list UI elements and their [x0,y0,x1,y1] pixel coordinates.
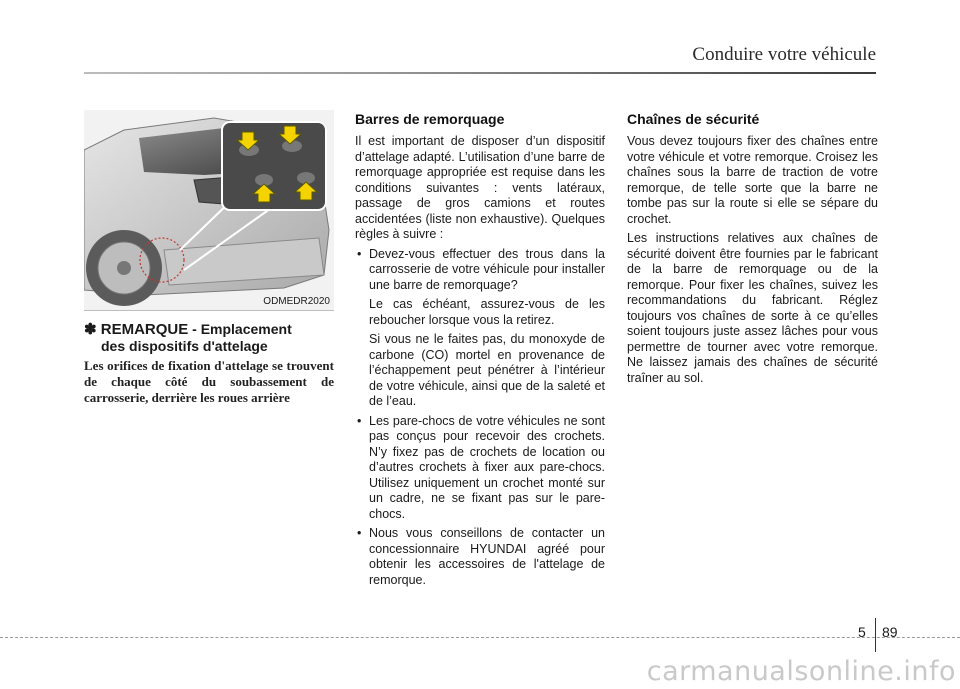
list-item [355,247,605,410]
column-right [627,110,878,390]
list-item-text: Nous vous conseillons de contacter un concessionnaire HYUNDAI agréé pour obtenir les accessoires de l'attelage de remorque. [369,526,605,587]
page-number-separator [875,618,876,652]
list-item-text: Devez-vous effectuer des trous dans la carrosserie de votre véhicule pour installer une barre de remorquage? [369,246,605,292]
list-item [355,526,605,588]
watermark: carmanualsonline.info [646,656,956,687]
column-left [84,110,334,406]
remark-title-line2: des dispositifs d'attelage [101,338,268,354]
column-middle [355,110,605,592]
barres-list [355,247,605,589]
chapter-number: 5 [858,624,866,640]
list-item-text: Les pare-chocs de votre véhicules ne sont pas conçus pour recevoir des crochets. N’y fixez pas de crochets de location ou d’autres crochets à fixer aux pare-chocs. Utilisez uniquement un crochet monté sur un cadre, ne se fixant pas sur le pare-chocs. [369,413,605,521]
car-rear-drawing [84,110,334,310]
bullet-icon: • [357,413,362,428]
bullet-icon: • [357,526,362,540]
remark-title [84,321,334,355]
page-number: 89 [882,624,898,640]
bullet-icon: • [357,246,362,261]
list-item-continuation: Le cas échéant, assurez-vous de les reboucher lorsque vous la retirez. [369,297,605,327]
car-rear-illustration [84,110,334,311]
footer-rule [0,637,960,638]
figure-code: ODMEDR2020 [263,296,330,307]
list-item [355,414,605,523]
chaines-paragraph-1: Vous devez toujours fixer des chaînes entre votre véhicule et votre remorque. Croisez les chaînes sous la barre de traction de votre remorque, de telle sorte que la barre ne tombe pas sur la route si elle se sépare du crochet. [627,134,878,226]
remark-text: Les orifices de fixation d'attelage se trouvent de chaque côté du soubassement de carrosserie, derrière les roues arrière [84,358,334,405]
remark-note [84,321,334,406]
barres-intro: Il est important de disposer d’un dispositif d’attelage adapté. L’utilisation d’une barre de remorquage appropriée est requise dans les conditions suivantes : vents latéraux, passage de gros camions et routes accidentées (liste non exhaustive). Quelques règles à suivre : [355,134,605,241]
chaines-paragraph-2: Les instructions relatives aux chaînes de sécurité doivent être fournies par le fabricant de la barre de remorquage ou de la remorque. Pour fixer les chaînes, suivez les recommandations du fabricant. Réglez toujours vos chaînes de sorte à ce qu’elles soient toujours juste assez lâches pour vous permettre de tourner avec votre remorque. Ne laissez jamais des chaînes de sécurité traîner au sol. [627,231,878,385]
list-item-continuation: Si vous ne le faites pas, du monoxyde de carbone (CO) mortel en provenance de l’échappement peut pénétrer à l’intérieur de votre véhicule, ainsi que de la saleté et de l’eau. [369,332,605,408]
remark-label: REMARQUE [100,321,189,338]
remark-star-icon: ✽ [84,321,97,338]
remark-title-line1: - Emplacement [188,321,292,337]
header-rule [84,72,876,74]
section-heading-barres: Barres de remorquage [355,111,505,127]
page-header-title: Conduire votre véhicule [692,44,876,65]
section-heading-chaines: Chaînes de sécurité [627,111,760,127]
